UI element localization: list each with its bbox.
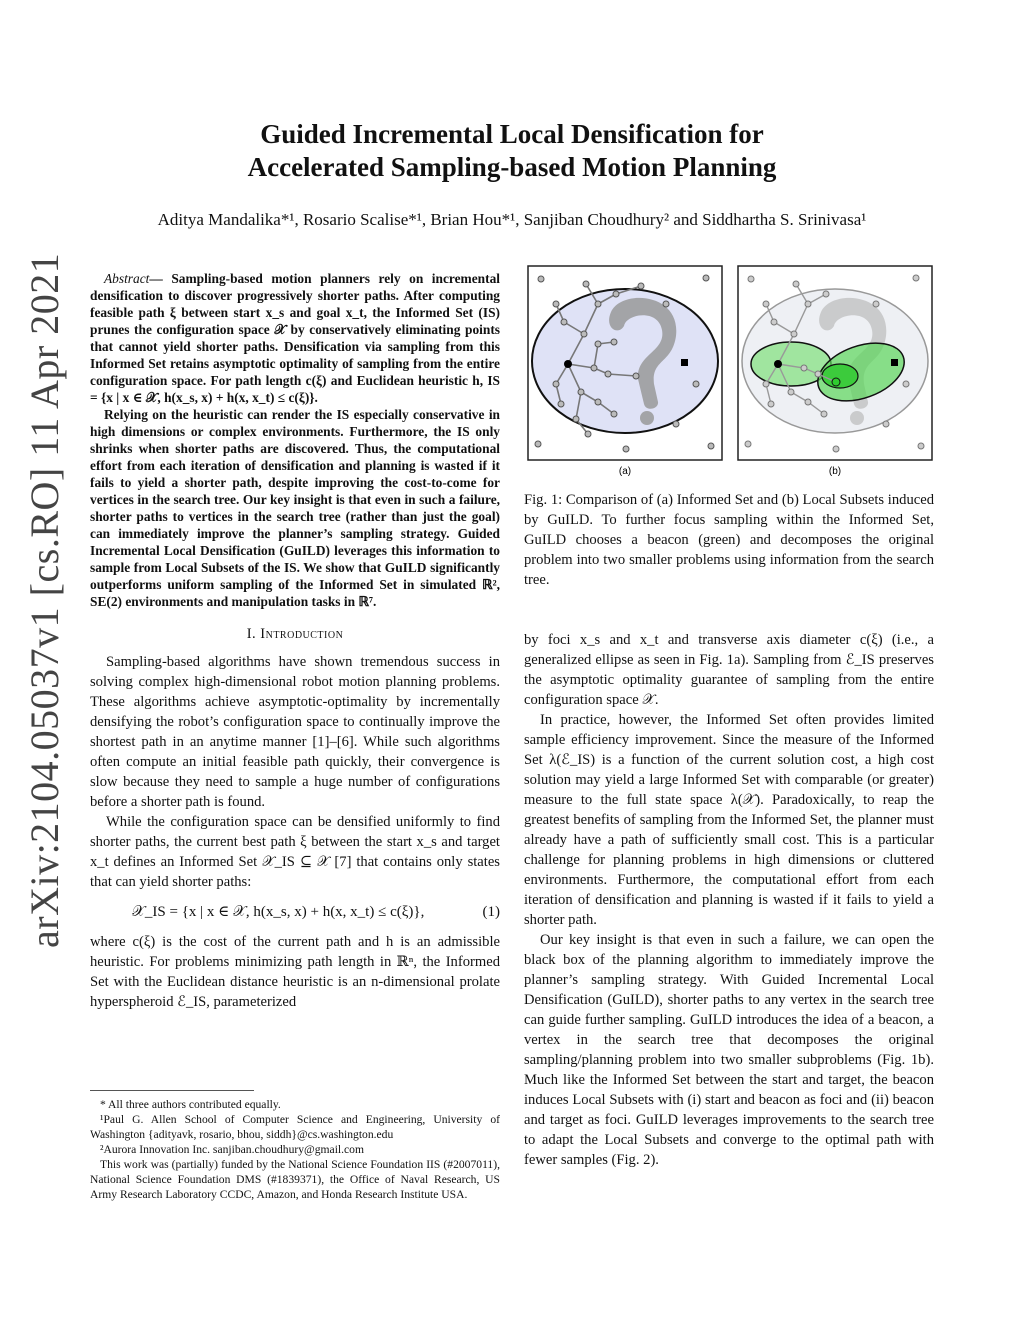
footnotes	[90, 1090, 500, 1202]
abstract-label: Abstract	[104, 271, 150, 286]
intro-paragraph-3: where c(ξ) is the cost of the current path and h is an admissible heuristic. For problems minimizing path length in ℝⁿ, the Informed Set with the Euclidean distance heuristic is an n-dimensional prolate hyperspheroid ℰ_IS, parameterized	[90, 934, 500, 1010]
section-heading-introduction: I. Introduction	[246, 626, 344, 642]
figure-label-b: (b)	[828, 466, 842, 477]
panel-a	[528, 266, 722, 460]
right-paragraph-2: In practice, however, the Informed Set often provides limited sample efficiency improvement. Since the measure of the Informed Set λ(ℰ_IS) is a function of the current solution cost, a high cost solution may yield a large Informed Set with comparable (or greater) measure to the full state space λ(𝒳). Paradoxically, to reap the greatest benefits of sampling from the Informed Set, the planner must already have a path of sufficiently small cost. This is a particular challenge for planning problems in high dimensions or cluttered environments. Furthermore, the computational effort from each iteration of densification and planning is wasted if it fails to yield a shorter path.	[524, 712, 934, 928]
intro-paragraph-1: Sampling-based algorithms have shown tremendous success in solving complex high-dimensional robot motion planning problems. These algorithms achieve asymptotic-optimality by incrementally densifying the robot’s configuration space to continually improve the shortest path in an anytime manner [1]–[6]. While such algorithms often compute an initial feasible path quickly, their convergence is slow because they need to sample a huge number of configurations before a shorter path is found.	[90, 654, 500, 810]
title-line-1: Guided Incremental Local Densification for	[260, 119, 764, 149]
equation-body: 𝒳_IS = {x | x ∈ 𝒳, h(x_s, x) + h(x, x_t) ≤ c(ξ)},	[132, 904, 425, 920]
arxiv-identifier: arXiv:2104.05037v1 [cs.RO] 11 Apr 2021	[22, 252, 67, 948]
footnote-affiliation-uw: ¹Paul G. Allen School of Computer Science and Engineering, University of Washington {adityavk, rosario, bhou, siddh}@cs.washington.edu	[90, 1113, 500, 1141]
author-list: Aditya Mandalika*¹, Rosario Scalise*¹, Brian Hou*¹, Sanjiban Choudhury² and Siddhartha S. Srinivasa¹	[157, 210, 867, 229]
equation-1	[90, 892, 500, 932]
figure-1-graphic	[526, 264, 936, 479]
title-line-2: Accelerated Sampling-based Motion Planning	[247, 152, 777, 182]
left-column	[90, 270, 500, 1012]
abstract	[90, 270, 500, 610]
footnote-affiliation-aurora: ²Aurora Innovation Inc. sanjiban.choudhury@gmail.com	[100, 1143, 364, 1156]
footnote-equal-contribution: * All three authors contributed equally.	[100, 1098, 281, 1111]
equation-number: (1)	[482, 904, 500, 920]
intro-paragraph-2: While the configuration space can be densified uniformly to find shorter paths, the current best path ξ between the start x_s and target x_t defines an Informed Set 𝒳_IS ⊆ 𝒳 [7] that contains only states that can yield shorter paths:	[90, 814, 500, 890]
right-paragraph-1: by foci x_s and x_t and transverse axis diameter c(ξ) (i.e., a generalized ellipse as seen in Fig. 1a). Sampling from ℰ_IS preserves the asymptotic optimality guarantee of sampling from the entire configuration space 𝒳.	[524, 632, 934, 708]
figure-1	[526, 264, 936, 479]
footnote-divider	[90, 1090, 254, 1091]
panel-b	[738, 266, 932, 460]
figure-1-caption: Fig. 1: Comparison of (a) Informed Set and (b) Local Subsets induced by GuILD. To further focus sampling within the Informed Set, GuILD chooses a beacon (green) and decomposes the original problem into two smaller problems using information from the search tree.	[524, 492, 934, 588]
right-paragraph-3: Our key insight is that even in such a failure, we can open the black box of the planning algorithm to immediately improve the planner’s sampling strategy. With Guided Incremental Local Densification (GuILD), shorter paths to any vertex in the search tree can guide further sampling. GuILD introduces the idea of a beacon, a vertex in the search tree that decomposes the original sampling/planning problem into two smaller subproblems (Fig. 1b). Much like the Informed Set between the start and target, the beacon induces Local Subsets with (i) start and beacon as foci and (ii) beacon and target as foci. GuILD leverages improvements to the search tree to adapt the Local Subsets and converge to the optimal path with fewer samples (Fig. 2).	[524, 932, 934, 1168]
abstract-paragraph-2: Relying on the heuristic can render the IS especially conservative in high dimensions or complex environments. Furthermore, the IS only shrinks when shorter paths are discovered. Thus, the computational effort from each iteration of densification and planning is wasted if it fails to yield a shorter path, despite improving the cost-to-come for vertices in the search tree. Our key insight is that even in such a failure, shorter paths to vertices in the search tree (rather than just the goal) can immediately improve the planner’s sampling strategy. Guided Incremental Local Densification (GuILD) leverages this information to sample from Local Subsets of the IS. We show that GuILD significantly outperforms uniform sampling of the Informed Set in simulated ℝ², SE(2) environments and manipulation tasks in ℝ⁷.	[90, 407, 500, 609]
paper-title	[100, 118, 924, 184]
figure-label-a: (a)	[618, 466, 632, 477]
abstract-paragraph-1: Abstract— Sampling-based motion planners rely on incremental densification to discover progressively shorter paths. After computing feasible path ξ between start x_s and goal x_t, the Informed Set (IS) prunes the configuration space 𝒳 by conservatively eliminating points that cannot yield shorter paths. Densification via sampling from this Informed Set retains asymptotic optimality of sampling from the entire configuration space. For path length c(ξ) and Euclidean heuristic h, IS = {x | x ∈ 𝒳, h(x_s, x) + h(x, x_t) ≤ c(ξ)}.	[90, 271, 500, 405]
abstract-text-1: Sampling-based motion planners rely on incremental densification to discover progressively shorter paths. After computing feasible path ξ between start x_s and goal x_t, the Informed Set (IS) prunes the configuration space 𝒳 by conservatively eliminating points that cannot yield shorter paths. Densification via sampling from this Informed Set retains asymptotic optimality of sampling from the entire configuration space. For path length c(ξ) and Euclidean heuristic h, IS = {x | x ∈ 𝒳, h(x_s, x) + h(x, x_t) ≤ c(ξ)}.	[90, 271, 500, 405]
footnote-funding: This work was (partially) funded by the National Science Foundation IIS (#2007011), National Science Foundation DMS (#1839371), the Office of Naval Research, US Army Research Laboratory CCDC, Amazon, and Honda Research Institute USA.	[90, 1158, 500, 1201]
right-column	[524, 630, 934, 1170]
